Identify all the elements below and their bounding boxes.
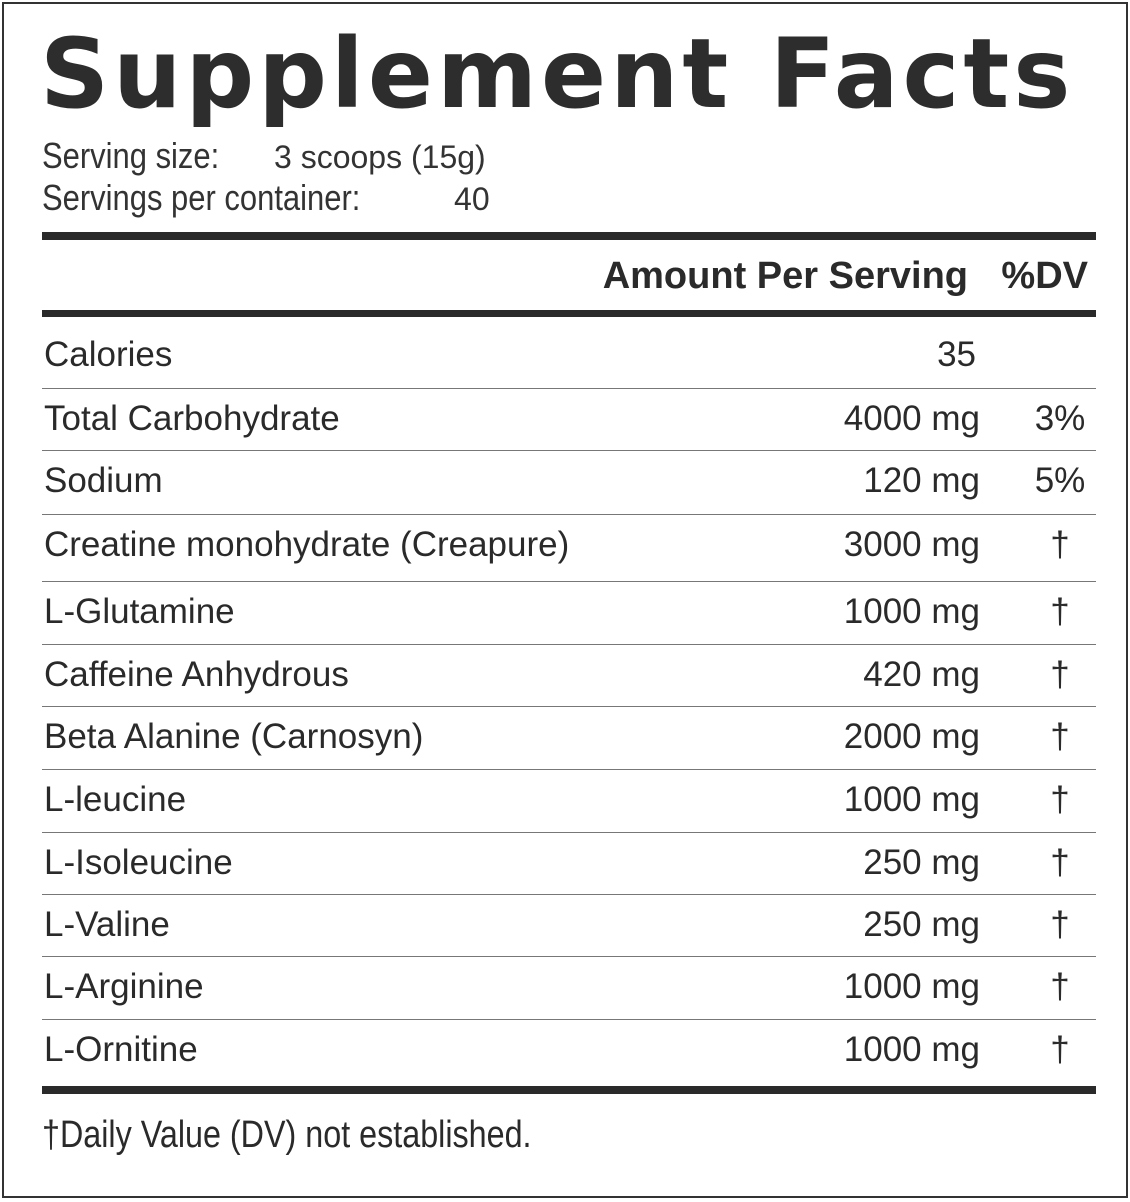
nutrient-row — [4, 450, 1130, 512]
nutrient-amount: 3000 mg — [843, 525, 980, 564]
nutrient-daily-value: † — [1050, 1030, 1070, 1069]
nutrient-amount: 1000 mg — [843, 780, 980, 819]
row-divider — [42, 769, 1096, 770]
nutrient-amount: 250 mg — [863, 905, 980, 944]
row-divider — [42, 514, 1096, 515]
nutrient-row — [4, 581, 1130, 643]
row-divider — [42, 644, 1096, 645]
nutrient-name: L-Isoleucine — [44, 843, 233, 882]
nutrient-amount: 1000 mg — [843, 592, 980, 631]
daily-value-header: %DV — [1001, 255, 1088, 297]
nutrient-amount: 420 mg — [863, 655, 980, 694]
nutrient-daily-value: † — [1050, 843, 1070, 882]
nutrient-amount: 4000 mg — [843, 399, 980, 438]
nutrient-name: Creatine monohydrate (Creapure) — [44, 525, 570, 564]
nutrient-name: Sodium — [44, 461, 163, 500]
panel-title: Supplement Facts — [40, 18, 1075, 130]
row-divider — [42, 706, 1096, 707]
top-thick-rule — [42, 232, 1096, 240]
nutrient-row — [4, 769, 1130, 831]
nutrient-amount: 250 mg — [863, 843, 980, 882]
nutrient-daily-value: † — [1050, 780, 1070, 819]
nutrient-daily-value: † — [1050, 905, 1070, 944]
nutrient-row — [4, 324, 1130, 386]
nutrient-amount: 1000 mg — [843, 967, 980, 1006]
nutrient-daily-value: † — [1050, 717, 1070, 756]
nutrient-row — [4, 1019, 1130, 1081]
nutrient-name: Calories — [44, 335, 173, 374]
nutrient-amount: 2000 mg — [843, 717, 980, 756]
nutrient-row — [4, 956, 1130, 1018]
nutrient-row — [4, 706, 1130, 768]
nutrient-name: L-Arginine — [44, 967, 204, 1006]
row-divider — [42, 956, 1096, 957]
servings-per-container-value: 40 — [454, 181, 490, 217]
footnote — [42, 1112, 618, 1158]
row-divider — [42, 1019, 1096, 1020]
footnote-text: †Daily Value (DV) not established. — [42, 1114, 532, 1156]
nutrient-row — [4, 514, 1130, 576]
nutrient-row — [4, 894, 1130, 956]
nutrient-daily-value: † — [1050, 592, 1070, 631]
nutrient-amount: 120 mg — [863, 461, 980, 500]
header-thick-rule — [42, 310, 1096, 317]
bottom-thick-rule — [42, 1086, 1096, 1094]
nutrient-name: Caffeine Anhydrous — [44, 655, 349, 694]
servings-per-container-label: Servings per container: — [42, 177, 361, 218]
nutrient-daily-value: † — [1050, 655, 1070, 694]
row-divider — [42, 894, 1096, 895]
nutrient-name: Beta Alanine (Carnosyn) — [44, 717, 424, 756]
serving-size-label: Serving size: — [42, 135, 220, 176]
serving-size — [42, 135, 486, 178]
nutrient-name: Total Carbohydrate — [44, 399, 340, 438]
serving-size-value: 3 scoops (15g) — [274, 139, 486, 175]
amount-per-serving-header: Amount Per Serving — [602, 255, 968, 297]
nutrient-name: L-Valine — [44, 905, 170, 944]
row-divider — [42, 450, 1096, 451]
nutrient-row — [4, 832, 1130, 894]
nutrient-name: L-Ornitine — [44, 1030, 198, 1069]
nutrient-row — [4, 388, 1130, 450]
nutrient-daily-value: 3% — [1034, 399, 1086, 438]
nutrient-row — [4, 644, 1130, 706]
nutrient-amount: 35 — [937, 335, 976, 374]
nutrient-amount: 1000 mg — [843, 1030, 980, 1069]
row-divider — [42, 581, 1096, 582]
nutrient-daily-value: † — [1050, 967, 1070, 1006]
nutrient-daily-value: 5% — [1034, 461, 1086, 500]
nutrient-name: L-Glutamine — [44, 592, 235, 631]
nutrient-name: L-leucine — [44, 780, 187, 819]
row-divider — [42, 388, 1096, 389]
row-divider — [42, 832, 1096, 833]
servings-per-container — [42, 177, 490, 220]
supplement-facts-panel — [2, 2, 1128, 1198]
nutrient-daily-value: † — [1050, 525, 1070, 564]
